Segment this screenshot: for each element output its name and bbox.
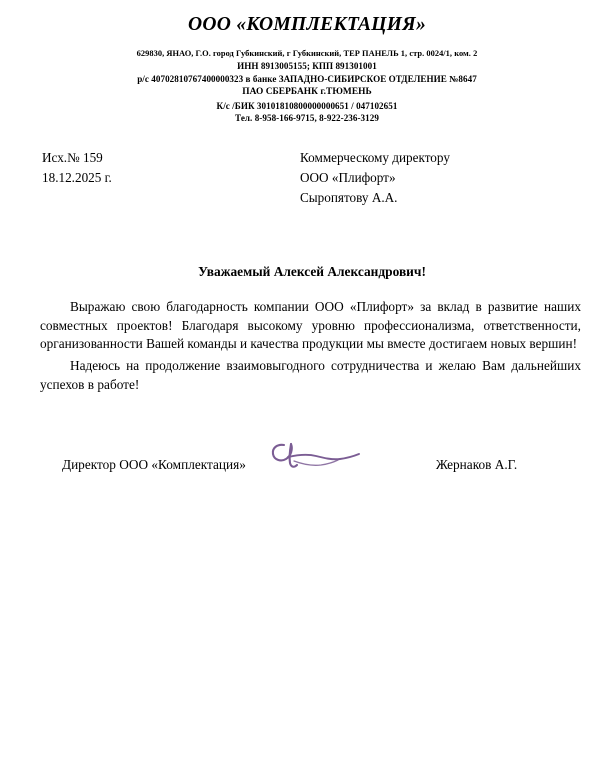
recipient-block <box>300 148 450 207</box>
letterhead <box>0 0 614 125</box>
meta-row <box>0 148 614 207</box>
reference-date: 18.12.2025 г. <box>42 170 112 186</box>
company-bank-account: р/с 40702810767400000323 в банке ЗАПАДНО-СИБИРСКОЕ ОТДЕЛЕНИЕ №8647 <box>137 74 477 85</box>
company-bank-name: ПАО СБЕРБАНК г.ТЮМЕНЬ <box>242 87 372 98</box>
reference-block <box>42 148 300 188</box>
signer-title: Директор ООО «Комплектация» <box>62 457 246 473</box>
recipient-position: Коммерческому директору <box>300 150 450 166</box>
signature-row <box>0 439 614 473</box>
body-paragraph-1: Выражаю свою благодарность компании ООО «Плифорт» за вклад в развитие наших совместных проектов! Благодаря высокому уровню профессионализма, ответственности, организованности Вашей команды и качества продукции мы вместе достигаем новых вершин! <box>40 298 581 352</box>
signer-name: Жернаков А.Г. <box>435 457 518 473</box>
company-phones: Тел. 8-958-166-9715, 8-922-236-3129 <box>235 113 379 124</box>
company-tax-ids: ИНН 8913005155; КПП 891301001 <box>237 61 377 72</box>
company-corr-account: К/с /БИК 30101810800000000651 / 047102651 <box>216 100 398 111</box>
handwritten-signature-icon <box>246 439 436 473</box>
salutation: Уважаемый Алексей Александрович! <box>198 263 426 279</box>
recipient-company: ООО «Плифорт» <box>300 170 396 186</box>
recipient-person: Сыропятову А.А. <box>300 189 398 205</box>
company-title: ООО «КОМПЛЕКТАЦИЯ» <box>188 14 426 35</box>
company-details-block <box>0 48 614 125</box>
company-address: 629830, ЯНАО, Г.О. город Губкинский, г Губкинский, ТЕР ПАНЕЛЬ 1, стр. 0024/1, ком. 2 <box>136 49 478 59</box>
reference-number: Исх.№ 159 <box>42 150 103 166</box>
body-paragraph-2: Надеюсь на продолжение взаимовыгодного сотрудничества и желаю Вам дальнейших успехов в работе! <box>40 358 581 393</box>
letter-body <box>0 298 614 395</box>
